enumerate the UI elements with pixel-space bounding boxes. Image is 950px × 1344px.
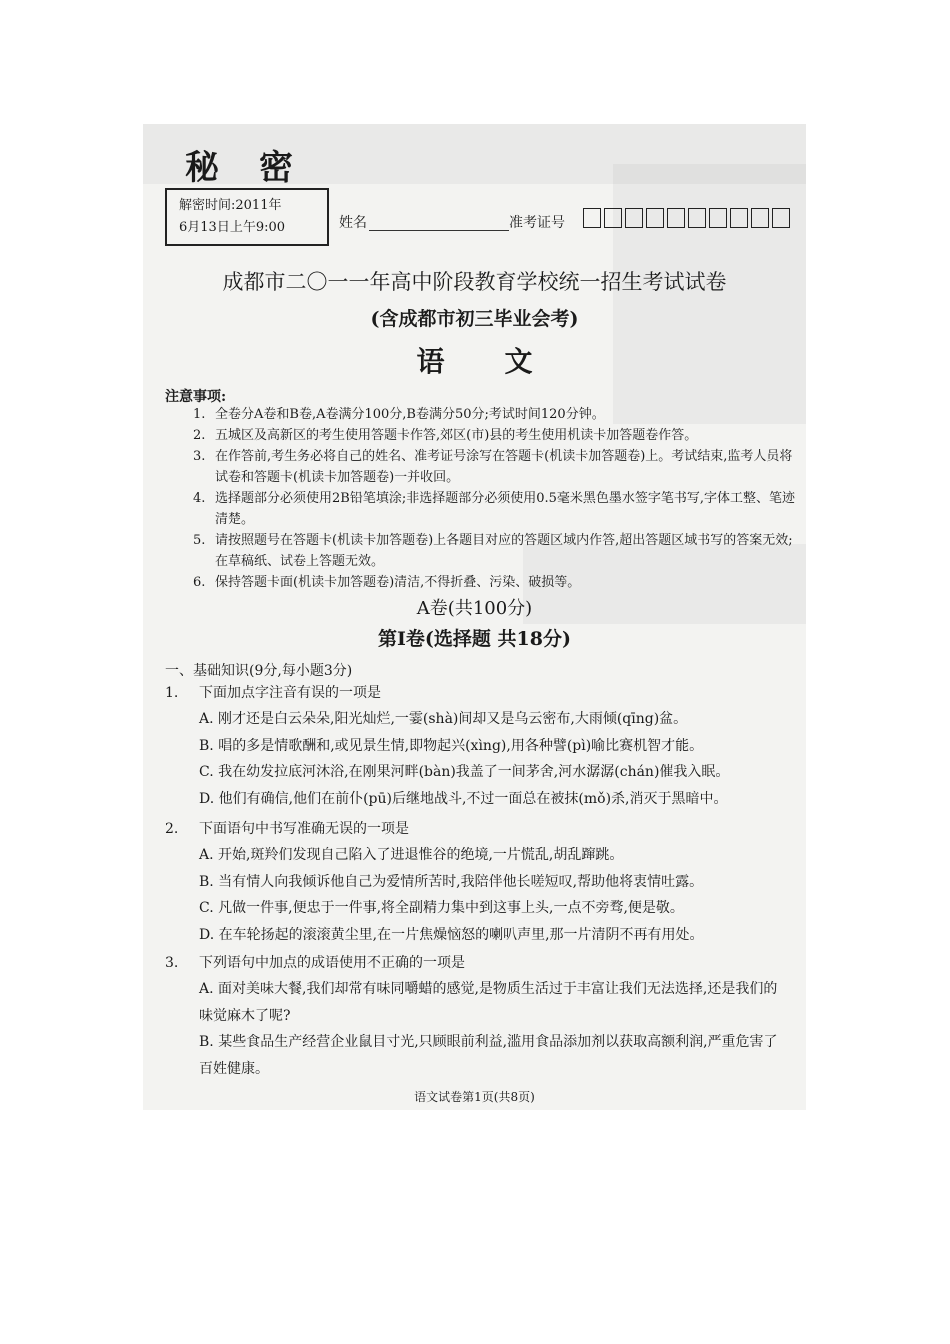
decrypt-time-line2: 6月13日上午9:00 (179, 220, 286, 235)
exam-subject: 语文 (416, 345, 593, 378)
option-b: B. 当有情人向我倾诉他自己为爱情所苦时,我陪伴他长嗟短叹,帮助他将衷情吐露。 (199, 873, 704, 890)
note-item: 1. 全卷分A卷和B卷,A卷满分100分,B卷满分50分;考试时间120分钟。 (193, 407, 605, 422)
note-item: 6. 保持答题卡面(机读卡加答题卷)清洁,不得折叠、污染、破损等。 (193, 575, 581, 590)
id-digit-box[interactable] (751, 208, 769, 228)
id-digit-box[interactable] (583, 208, 601, 228)
question-number: 2. (165, 821, 179, 837)
exam-id-label: 准考证号 (509, 215, 565, 231)
question-number: 1. (165, 685, 179, 701)
question-number: 3. (165, 955, 179, 971)
id-digit-box[interactable] (772, 208, 790, 228)
section-heading: 一、基础知识(9分,每小题3分) (165, 663, 353, 679)
exam-id-boxes[interactable] (583, 208, 793, 228)
option-d: D. 他们有确信,他们在前仆(pū)后继地战斗,不过一面总在被抹(mǒ)杀,消灭于黑暗中。 (199, 790, 728, 807)
id-digit-box[interactable] (709, 208, 727, 228)
note-item: 2. 五城区及高新区的考生使用答题卡作答,郊区(市)县的考生使用机读卡加答题卷作答。 (193, 428, 698, 443)
option-b: B. 某些食品生产经营企业鼠目寸光,只顾眼前利益,滥用食品添加剂以获取高额利润,严重危害了百姓健康。 (199, 1034, 778, 1077)
question-3 (165, 950, 790, 1082)
decrypt-time-box (165, 188, 329, 246)
option-a: A. 开始,斑羚们发现自己陷入了进退惟谷的绝境,一片慌乱,胡乱蹿跳。 (199, 847, 624, 863)
question-1 (165, 680, 790, 812)
volume-1-heading: 第Ⅰ卷(选择题 共18分) (378, 628, 571, 650)
question-stem: 下列语句中加点的成语使用不正确的一项是 (199, 955, 465, 971)
question-stem: 下面语句中书写准确无误的一项是 (199, 821, 409, 837)
option-c: C. 凡做一件事,便忠于一件事,将全副精力集中到这事上头,一点不旁骛,便是敬。 (199, 900, 684, 916)
note-item: 3. 在作答前,考生务必将自己的姓名、准考证号涂写在答题卡(机读卡加答题卷)上。考试结束,监考人员将试卷和答题卡(机读卡加答题卷)一并收回。 (193, 449, 793, 485)
option-b: B. 唱的多是情歌酬和,或见景生情,即物起兴(xìng),用各种譬(pì)喻比赛机智才能。 (199, 737, 704, 754)
option-a: A. 面对美味大餐,我们却常有味同嚼蜡的感觉,是物质生活过于丰富让我们无法选择,还是我们的味觉麻木了呢? (199, 981, 778, 1024)
question-stem: 下面加点字注音有误的一项是 (199, 685, 381, 701)
id-digit-box[interactable] (667, 208, 685, 228)
name-field[interactable] (369, 230, 509, 231)
notes-heading: 注意事项: (165, 389, 227, 405)
question-2 (165, 816, 790, 948)
note-item: 4. 选择题部分必须使用2B铅笔填涂;非选择题部分必须使用0.5毫米黑色墨水签字笔书写,字体工整、笔迹清楚。 (193, 491, 796, 527)
secret-mark: 秘密 (185, 148, 333, 188)
option-c: C. 我在幼发拉底河沐浴,在刚果河畔(bàn)我盖了一间茅舍,河水潺潺(chán)催我入眠。 (199, 764, 730, 780)
id-digit-box[interactable] (604, 208, 622, 228)
name-label: 姓名 (339, 215, 367, 231)
exam-sheet (143, 124, 806, 1110)
option-a: A. 刚才还是白云朵朵,阳光灿烂,一霎(shà)间却又是乌云密布,大雨倾(qīng)盆。 (199, 711, 688, 727)
option-d: D. 在车轮扬起的滚滚黄尘里,在一片焦燥恼怒的喇叭声里,那一片清阴不再有用处。 (199, 926, 704, 943)
page-footer: 语文试卷第1页(共8页) (414, 1090, 535, 1104)
note-item: 5. 请按照题号在答题卡(机读卡加答题卷)上各题目对应的答题区域内作答,超出答题区域书写的答案无效;在草稿纸、试卷上答题无效。 (193, 533, 793, 569)
id-digit-box[interactable] (646, 208, 664, 228)
decrypt-time-line1: 解密时间:2011年 (179, 198, 282, 213)
id-digit-box[interactable] (730, 208, 748, 228)
exam-subtitle: (含成都市初三毕业会考) (370, 308, 579, 330)
id-digit-box[interactable] (688, 208, 706, 228)
volume-a-heading: A卷(共100分) (416, 598, 533, 619)
id-digit-box[interactable] (625, 208, 643, 228)
exam-title: 成都市二〇一一年高中阶段教育学校统一招生考试试卷 (222, 270, 727, 294)
notes-list (193, 404, 798, 593)
